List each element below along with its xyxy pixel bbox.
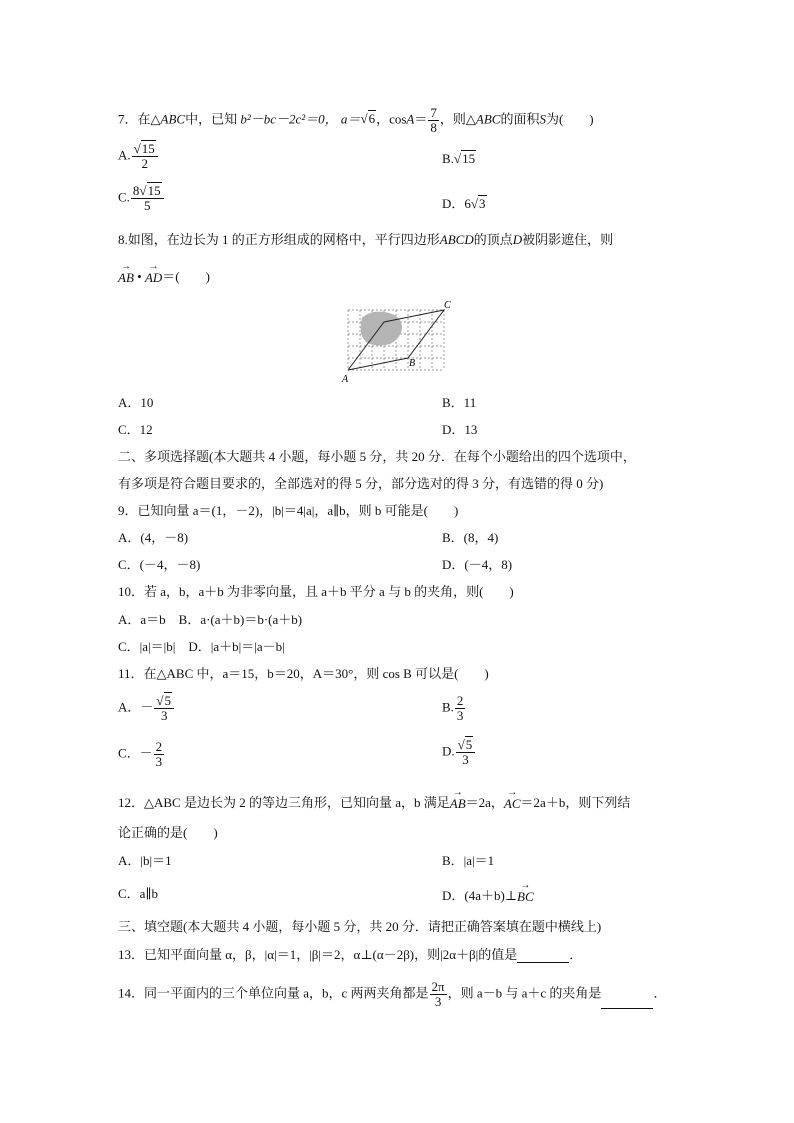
q10-stem: 10．若 a，b，a＋b 为非零向量，且 a＋b 平分 a 与 b 的夹角，则( ): [118, 584, 514, 599]
q10-options-cd: C．|a|＝|b| D．|a＋b|＝|a－b|: [118, 639, 285, 654]
q12-option-c: C．a∥b: [118, 886, 158, 901]
parallelogram-grid-figure: [336, 296, 460, 384]
label-b: B: [409, 358, 416, 369]
q12-option-a: A．|b|＝1: [118, 853, 172, 868]
q8-stem: 8.如图，在边长为 1 的正方形组成的网格中，平行四边形ABCD的顶点D被阴影遮住，则: [118, 232, 614, 247]
section3-heading: 三、填空题(本大题共 4 小题，每小题 5 分，共 20 分．请把正确答案填在题中横线上): [118, 919, 602, 934]
answer-blank[interactable]: [601, 996, 653, 1009]
q8-option-a: A．10: [118, 395, 154, 410]
q7-option-c: C. $\frac{8√15}{5}$: [118, 184, 165, 213]
q7-option-b: B.√15: [442, 151, 476, 166]
q10-options-ab: A．a＝b B．a·(a＋b)＝b·(a＋b): [118, 612, 303, 627]
q11-option-a: A．－ $\frac{√5}{3}$: [118, 694, 175, 723]
q9-stem: 9．已知向量 a＝(1，－2)，|b|＝4|a|，a∥b，则 b 可能是( ): [118, 503, 459, 518]
q7-option-a: A. $\frac{√15}{2}$: [118, 142, 159, 171]
q8-stem-line2: → AB • → AD ＝( ): [118, 261, 210, 285]
section2-heading-line1: 二、多项选择题(本大题共 4 小题，每小题 5 分，共 20 分．在每个小题给出的四个选项中，: [118, 449, 636, 464]
q9-option-a: A．(4，－8): [118, 530, 189, 545]
q12-stem-line2: 论正确的是( ): [118, 825, 218, 840]
q11-option-c: C．－ $\frac{2}{3}$: [118, 739, 163, 769]
vector-ab: → AB: [449, 787, 466, 811]
q9-option-b: B．(8，4): [442, 530, 499, 545]
section2-heading-line2: 有多项是符合题目要求的，全部选对的得 5 分，部分选对的得 3 分，有选错的得 0 分): [118, 476, 604, 491]
label-a: A: [342, 374, 349, 384]
q14-stem: 14．同一平面内的三个单位向量 a，b，c 两两夹角都是 $\frac{2\pi}{3}$ ，则 a－b 与 a＋c 的夹角是 ．: [118, 979, 667, 1009]
q11-option-b: B. $\frac{2}{3}$: [442, 693, 464, 723]
label-c: C: [444, 300, 451, 311]
q7-stem: 7．在△ABC中，已知 b²－bc－2c²＝0， a＝√6，cosA＝ $\frac{7}{8}$ ，则△ABC的面积S为( ): [118, 105, 594, 135]
vector-ac: → AC: [503, 787, 521, 811]
vector-bc: → BC: [517, 880, 534, 904]
q7-option-d: D．6√3: [442, 196, 486, 211]
vector-ad: → AD: [144, 261, 163, 285]
shaded-blob: [361, 312, 402, 346]
q9-option-c: C．(－4，－8): [118, 557, 201, 572]
q8-option-d: D．13: [442, 422, 478, 437]
q8-option-c: C．12: [118, 422, 153, 437]
q12-option-d: D．(4a＋b)⊥ → BC: [442, 880, 534, 904]
answer-blank[interactable]: [517, 950, 569, 963]
q12-stem: 12．△ABC 是边长为 2 的等边三角形，已知向量 a，b 满足 → AB ＝2a， → AC ＝2a＋b，则下列结: [118, 787, 631, 811]
vector-ab: → AB: [118, 261, 134, 285]
q11-stem: 11．在△ABC 中，a＝15，b＝20，A＝30°，则 cos B 可以是( ): [118, 666, 489, 681]
q13-stem: 13．已知平面向量 α，β，|α|＝1，|β|＝2，α⊥(α－2β)，则|2α＋β|的值是 ．: [118, 947, 583, 962]
q11-option-d: D. $\frac{√5}{3}$: [442, 738, 476, 767]
q9-option-d: D．(－4，8): [442, 557, 513, 572]
q12-option-b: B．|a|＝1: [442, 853, 495, 868]
q8-option-b: B．11: [442, 395, 477, 410]
